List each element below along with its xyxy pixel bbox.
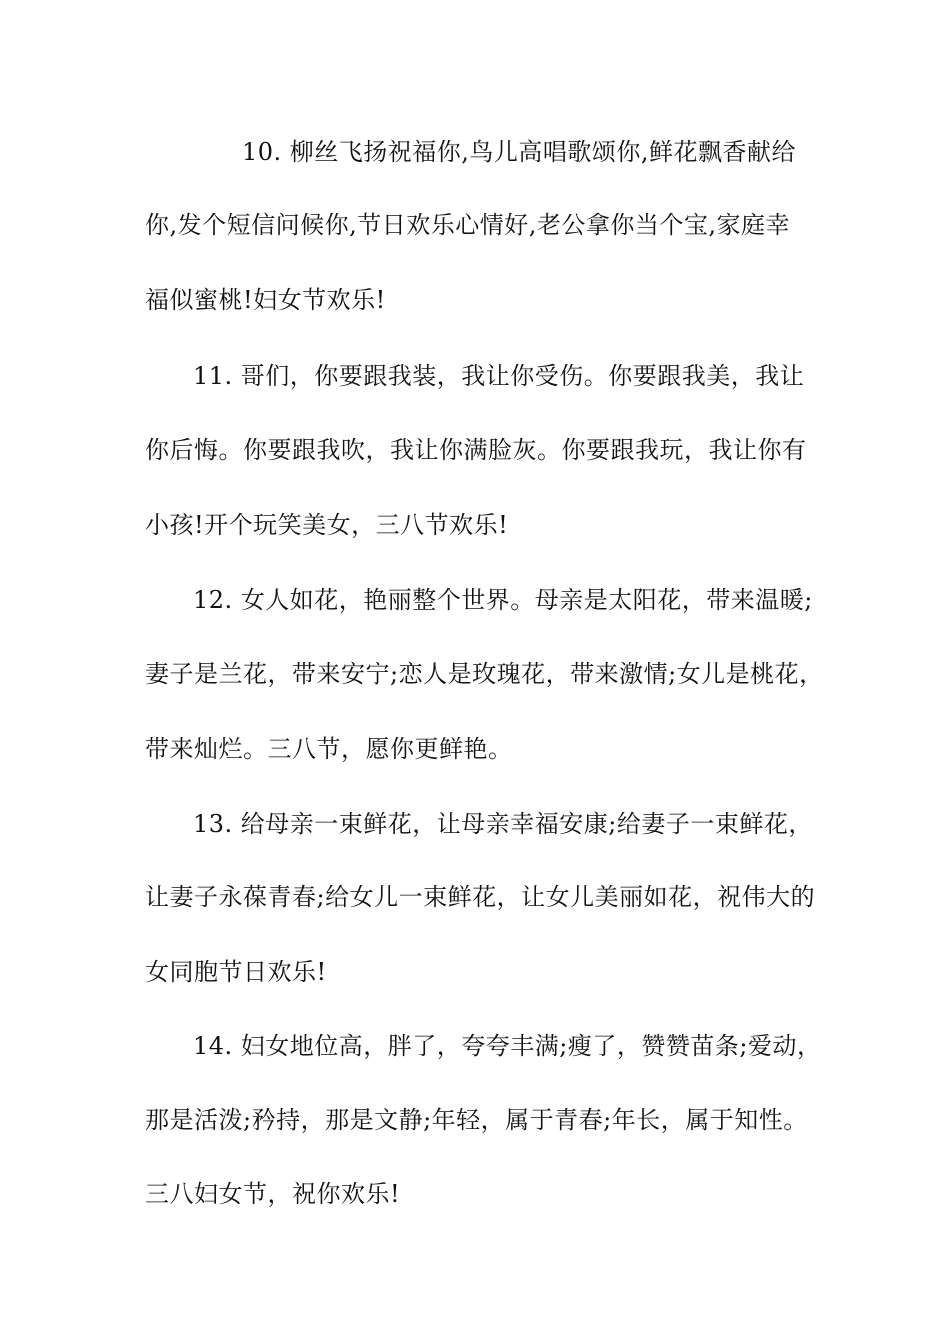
paragraph-14-line-1: 14. 妇女地位高，胖了，夸夸丰满;瘦了，赞赞苗条;爱动， bbox=[193, 1032, 822, 1060]
paragraph-11-line-2: 你后悔。你要跟我吹，我让你满脸灰。你要跟我玩，我让你有 bbox=[145, 436, 807, 464]
paragraph-10-line-1: 10. 柳丝飞扬祝福你,鸟儿高唱歌颂你,鲜花飘香献给 bbox=[242, 138, 797, 166]
paragraph-11-line-3: 小孩!开个玩笑美女，三八节欢乐! bbox=[145, 511, 509, 539]
paragraph-13-line-3: 女同胞节日欢乐! bbox=[145, 958, 327, 986]
paragraph-12-line-1: 12. 女人如花，艳丽整个世界。母亲是太阳花，带来温暖; bbox=[193, 586, 813, 614]
paragraph-10-line-3: 福似蜜桃!妇女节欢乐! bbox=[145, 286, 386, 314]
paragraph-13-line-2: 让妻子永葆青春;给女儿一束鲜花，让女儿美丽如花，祝伟大的 bbox=[145, 883, 816, 911]
paragraph-12-line-3: 带来灿烂。三八节，愿你更鲜艳。 bbox=[145, 735, 513, 763]
paragraph-10-line-2: 你,发个短信问候你,节日欢乐心情好,老公拿你当个宝,家庭幸 bbox=[145, 211, 791, 239]
paragraph-13-line-1: 13. 给母亲一束鲜花，让母亲幸福安康;给妻子一束鲜花， bbox=[193, 810, 813, 838]
paragraph-14-line-2: 那是活泼;矜持，那是文静;年轻，属于青春;年长，属于知性。 bbox=[145, 1106, 808, 1134]
paragraph-14-line-3: 三八妇女节，祝你欢乐! bbox=[145, 1180, 401, 1208]
paragraph-11-line-1: 11. 哥们，你要跟我装，我让你受伤。你要跟我美，我让 bbox=[193, 362, 805, 390]
paragraph-12-line-2: 妻子是兰花，带来安宁;恋人是玫瑰花，带来激情;女儿是桃花， bbox=[145, 660, 824, 688]
